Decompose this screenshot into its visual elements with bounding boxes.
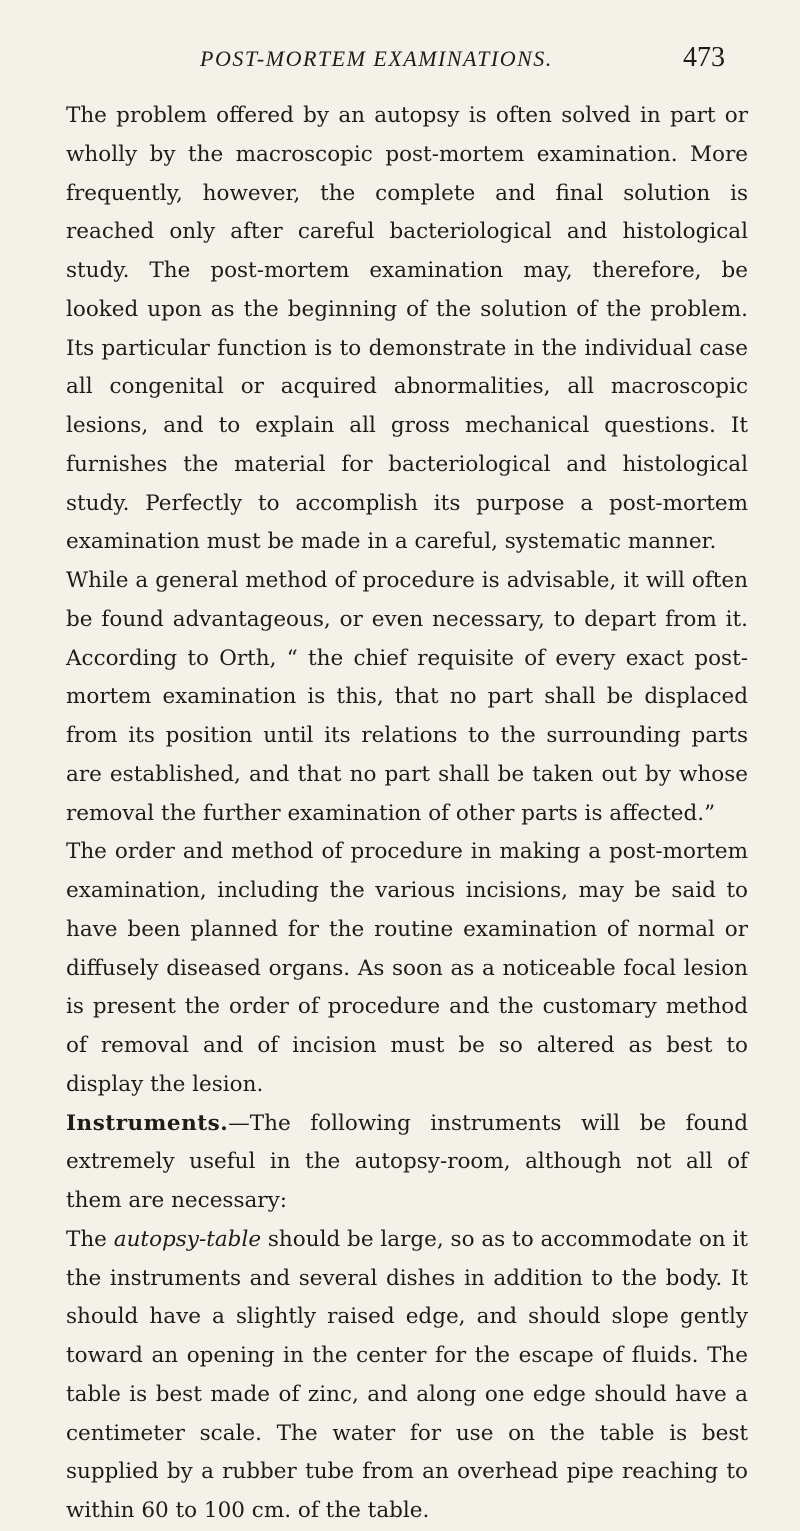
paragraph-autopsy-problem: The problem offered by an autopsy is often solved in part or wholly by the macroscopic post-mortem examination. More frequently, however, the complete and final solution is reached only after careful bacteriological and histological study. The post-mortem examination may, therefore, be looked upon as the beginning of the solution of the problem. Its particular function is to demonstrate in the individual case all congenital or acquired abnormalities, all macroscopic lesions, and to explain all gross mechanical questions. It furnishes the material for bacteriological and histological study. Perfectly to accomplish its purpose a post-mortem examination must be made in a careful, systematic manner. [66,103,748,555]
paragraph-order-of-procedure: The order and method of procedure in making a post-mortem examination, including the various incisions, may be said to have been planned for the routine examination of normal or diffusely diseased organs. As soon as a noticeable focal lesion is present the order of procedure and the customary method of removal and of incision must be so altered as best to display the lesion. [66,839,748,1097]
table-lead: The [66,1226,114,1252]
instruments-text: —The following instruments will be found extremely useful in the autopsy-room, although not all of them are necessary: [66,1110,748,1213]
page-number: 473 [683,42,725,73]
table-text: should be large, so as to accommodate on it the instruments and several dishes in addition to the body. It should have a slightly raised edge, and should slope gently toward an opening in the center for the escape of fluids. The table is best made of zinc, and along one edge should have a centimeter scale. The water for use on the table is best supplied by a rubber tube from an overhead pipe reaching to within 60 to 100 cm. of the table. [66,1226,748,1523]
paragraph-general-method: While a general method of procedure is advisable, it will often be found advantageous, or even necessary, to depart from it. According to Orth, “ the chief requisite of every exact post-mortem examination is this, that no part shall be displaced from its position until its relations to the surrounding parts are established, and that no part shall be taken out by whose removal the further examination of other parts is affected.” [66,568,748,826]
paragraph-instruments [66,1105,748,1221]
paragraph-autopsy-table [66,1221,748,1531]
running-head: POST-MORTEM EXAMINATIONS. [200,46,553,71]
body-text [66,97,748,1531]
autopsy-table-term: autopsy-table [113,1226,262,1252]
instruments-heading: Instruments. [66,1110,229,1136]
